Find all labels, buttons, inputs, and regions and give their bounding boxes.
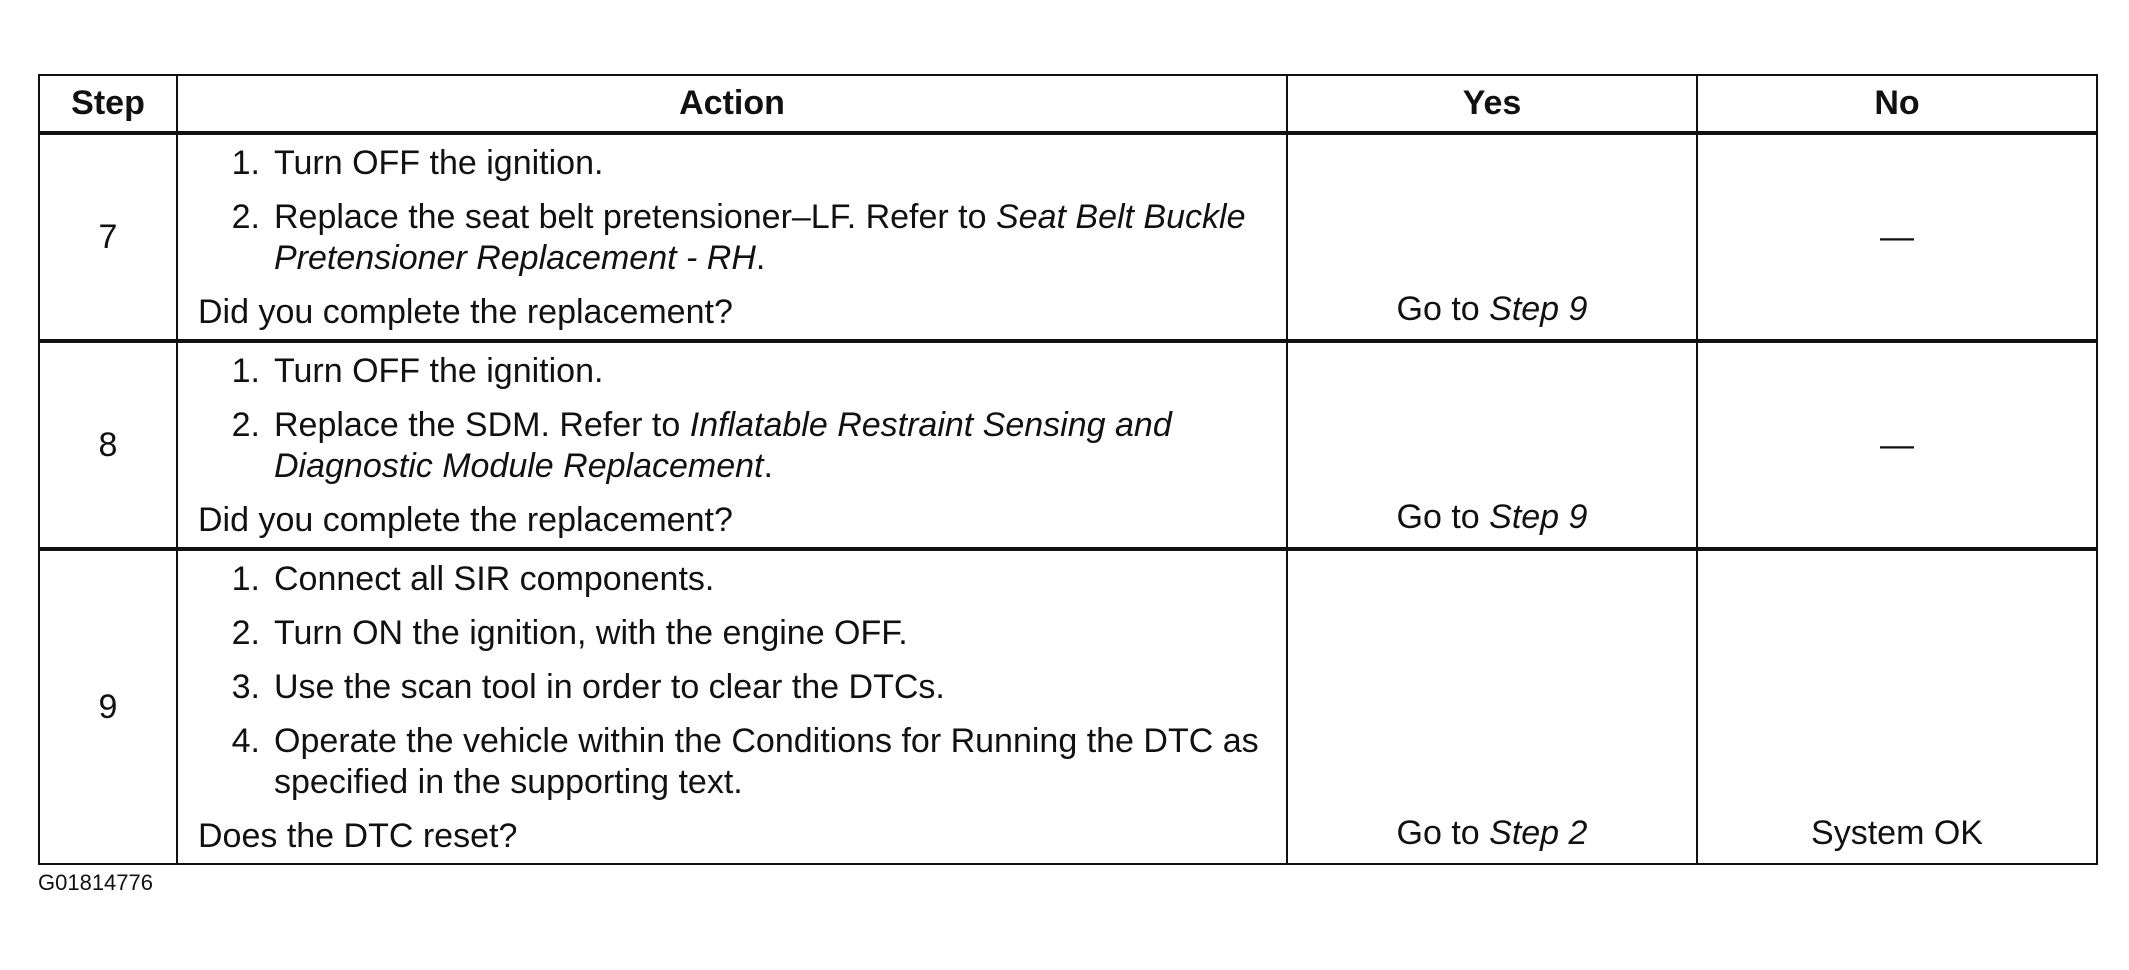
item-text: Use the scan tool in order to clear the DTCs. [274,668,945,706]
list-item [198,613,1274,654]
list-item [198,721,1274,803]
action-header: Action [177,75,1287,133]
item-text: Replace the SDM. Refer to Inflatable Restraint Sensing and Diagnostic Module Replacement. [274,406,1172,485]
table-header-row [39,75,2097,133]
list-item [198,559,1274,600]
table-row [39,133,2097,341]
list-item [198,197,1274,279]
item-text: Turn OFF the ignition. [274,144,604,182]
yes-prefix: Go to [1396,498,1490,536]
item-number: 1. [231,352,260,390]
item-text: Connect all SIR components. [274,560,715,598]
action-list [198,143,1274,279]
action-cell [177,341,1287,549]
table-row [39,549,2097,864]
action-list [198,559,1274,803]
item-number: 1. [231,560,260,598]
table-row [39,341,2097,549]
item-number: 2. [231,406,260,444]
question-text: Did you complete the replacement? [198,501,733,539]
list-item [198,405,1274,487]
item-text: Turn ON the ignition, with the engine OFF. [274,614,908,652]
action-cell [177,133,1287,341]
no-header: No [1697,75,2097,133]
step-link[interactable]: Step 9 [1489,498,1588,536]
list-item [198,143,1274,184]
step-number: 8 [39,341,177,549]
reference-link[interactable]: Seat Belt Buckle Pretensioner Replacement - RH [274,198,1246,277]
item-text: Replace the seat belt pretensioner–LF. Refer to Seat Belt Buckle Pretensioner Replacement - RH. [274,198,1246,277]
question-text: Does the DTC reset? [198,817,518,855]
item-text: Turn OFF the ignition. [274,352,604,390]
item-number: 2. [231,198,260,236]
no-cell: — [1697,341,2097,549]
action-cell [177,549,1287,864]
yes-header: Yes [1287,75,1697,133]
step-link[interactable]: Step 9 [1489,290,1588,328]
no-cell: — [1697,133,2097,341]
diagnostic-table-container [38,74,2096,865]
item-text: Operate the vehicle within the Conditions for Running the DTC as specified in the supporting text. [274,722,1259,801]
item-number: 2. [231,614,260,652]
item-number: 3. [231,668,260,706]
yes-cell [1287,549,1697,864]
step-number: 9 [39,549,177,864]
item-number: 1. [231,144,260,182]
yes-prefix: Go to [1396,290,1490,328]
yes-cell [1287,341,1697,549]
action-list [198,351,1274,487]
list-item [198,667,1274,708]
diagnostic-table [38,74,2098,865]
yes-prefix: Go to [1396,814,1490,852]
list-item [198,351,1274,392]
item-number: 4. [231,722,260,760]
step-link[interactable]: Step 2 [1489,814,1588,852]
yes-cell [1287,133,1697,341]
no-cell: System OK [1697,549,2097,864]
question-text: Did you complete the replacement? [198,293,733,331]
reference-link[interactable]: Inflatable Restraint Sensing and Diagnostic Module Replacement [274,406,1172,485]
step-header: Step [39,75,177,133]
figure-id: G01814776 [38,870,153,895]
step-number: 7 [39,133,177,341]
